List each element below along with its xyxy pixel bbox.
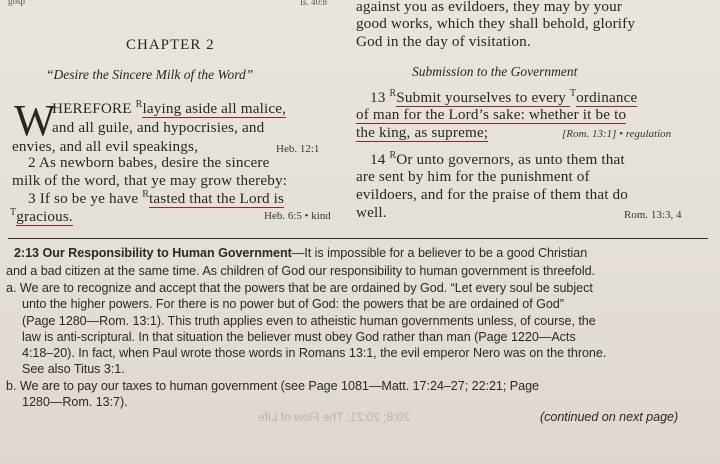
note-line-3: a. We are to recognize and accept that the powers that be are ordained by God. “Let every soul be subject	[6, 281, 593, 295]
verse-3-line-2: $^T$gracious.	[10, 207, 73, 226]
note-title: 2:13 Our Responsibility to Human Government	[14, 246, 292, 260]
verse-14-line-3: evildoers, and for the praise of them that do	[356, 186, 629, 203]
verse-1-line-3: envies, and all evil speakings,	[12, 138, 199, 155]
top-reference: Is. 40:8	[300, 0, 327, 7]
crossref-rom-13-1: [Rom. 13:1] • regulation	[562, 128, 672, 140]
note-line-4: unto the higher powers. For there is no power but of God: the powers that be are ordained of God”	[22, 297, 564, 311]
section-subtitle: Submission to the Government	[412, 64, 578, 79]
note-line-5: (Page 1280—Rom. 13:1). This truth applies even to atheistic human governments unless, of course, the	[22, 314, 596, 328]
verse-12-line-2: good works, which they shall behold, glorify	[356, 15, 636, 32]
continued-label: (continued on next page)	[540, 410, 679, 424]
note-line-1: 2:13 Our Responsibility to Human Government—It is impossible for a believer to be a good Christian	[14, 246, 588, 260]
bleed-through-text: 20:8; 20:21; The Flow of Life	[258, 410, 410, 424]
verse-13-line-2: of man for the Lord’s sake: whether it be to	[356, 106, 627, 123]
verse-2-line-2: milk of the word, that ye may grow thereby:	[12, 172, 288, 189]
crossref-heb-6-5: Heb. 6:5 • kind	[264, 210, 331, 222]
verse-3-line-1: 3 If so be ye have $^R$tasted that the Lord is	[28, 189, 285, 208]
verse-14-line-4: well.	[356, 204, 387, 221]
verse-14-line-2: are sent by him for the punishment of	[356, 168, 590, 185]
verse-13-line-1: 13 $^R$Submit yourselves to every $^T$ordinance	[370, 88, 638, 107]
note-line-2: and a bad citizen at the same time. As children of God our responsibility to human government is threefold.	[6, 264, 595, 278]
right-column	[356, 0, 700, 232]
crossref-rom-13-3: Rom. 13:3, 4	[624, 209, 682, 221]
note-line-9: b. We are to pay our taxes to human government (see Page 1081—Matt. 17:24–27; 22:21; Page	[6, 379, 539, 393]
verse-14-line-1: 14 $^R$Or unto governors, as unto them that	[370, 150, 625, 169]
verse-1-line-1: HEREFORE $^R$laying aside all malice,	[52, 99, 287, 118]
note-line-10: 1280—Rom. 13:7).	[22, 395, 128, 409]
note-line-6: law is anti-scriptural. In that situation the believer must obey God rather than man (Page 1220—Acts	[22, 330, 576, 344]
note-line-8: See also Titus 3:1.	[22, 362, 125, 376]
verse-12-line-3: God in the day of visitation.	[356, 33, 531, 50]
note-line-7: 4:18–20). In fact, when Paul wrote those words in Romans 13:1, the evil emperor Nero was on the throne.	[22, 346, 607, 360]
crossref-heb-12-1: Heb. 12:1	[276, 143, 320, 155]
verse-13-line-3: the king, as supreme;	[356, 124, 489, 141]
verse-1-line-2: and all guile, and hypocrisies, and	[52, 119, 265, 136]
left-column	[6, 0, 344, 232]
top-fragment: gosp	[8, 0, 26, 6]
verse-2-line-1: 2 As newborn babes, desire the sincere	[28, 154, 270, 171]
chapter-heading: CHAPTER 2	[126, 37, 215, 53]
note-divider	[8, 238, 708, 239]
chapter-subtitle: “Desire the Sincere Milk of the Word”	[46, 67, 254, 82]
drop-cap: W	[14, 96, 56, 145]
verse-12-line-1: against you as evildoers, they may by your	[356, 0, 623, 15]
